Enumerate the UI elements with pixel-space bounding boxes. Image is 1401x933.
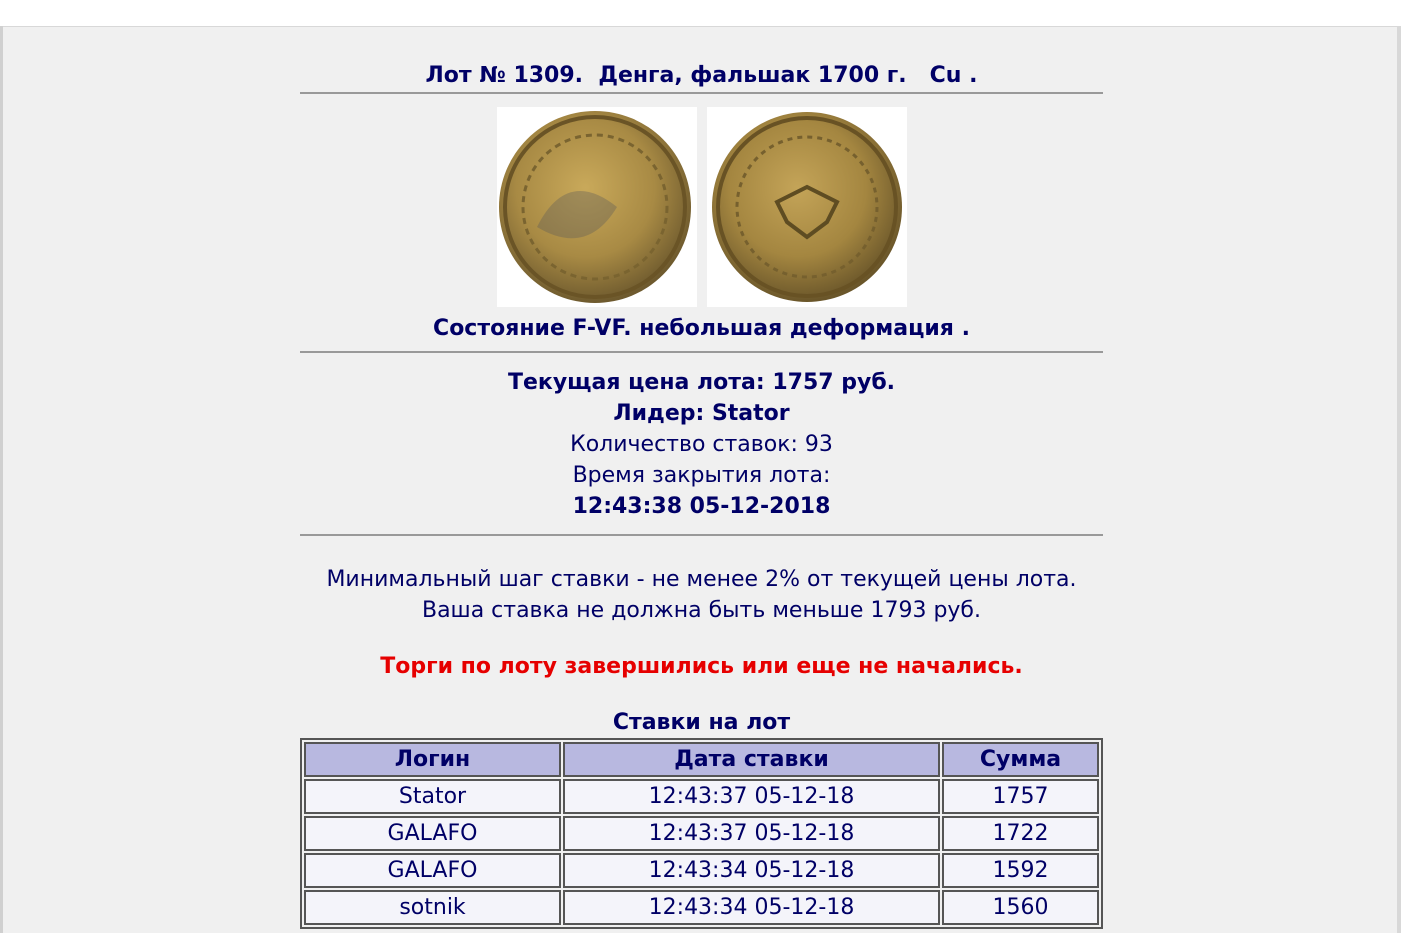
bid-amount: 1722 <box>942 816 1099 851</box>
top-nav-bar <box>0 0 1401 27</box>
bid-date: 12:43:34 05-12-18 <box>563 853 940 888</box>
bid-login: GALAFO <box>304 816 561 851</box>
bid-login: GALAFO <box>304 853 561 888</box>
min-bid-text: Ваша ставка не должна быть меньше 1793 руб. <box>421 598 981 623</box>
bid-login: sotnik <box>304 890 561 925</box>
bid-rules <box>300 536 1103 626</box>
bid-login: Stator <box>304 779 561 814</box>
bids-count: Количество ставок: 93 <box>570 432 833 457</box>
bids-table <box>300 738 1103 929</box>
current-price: Текущая цена лота: 1757 руб. <box>507 370 896 395</box>
table-header-row <box>304 742 1099 777</box>
close-time: 12:43:38 05-12-2018 <box>572 494 831 519</box>
auction-status: Торги по лоту завершились или еще не начались. <box>380 654 1023 679</box>
left-border <box>0 26 3 933</box>
price-block <box>300 353 1103 534</box>
lot-condition: Состояние F-VF. небольшая деформация . <box>433 316 970 341</box>
bid-amount: 1560 <box>942 890 1099 925</box>
coin-obverse-image[interactable] <box>497 107 697 307</box>
bid-amount: 1592 <box>942 853 1099 888</box>
table-row <box>304 890 1099 925</box>
table-row <box>304 853 1099 888</box>
coin-reverse-image[interactable] <box>707 107 907 307</box>
bid-amount: 1757 <box>942 779 1099 814</box>
lot-panel <box>300 26 1103 929</box>
leader: Лидер: Stator <box>613 401 790 426</box>
bids-title: Ставки на лот <box>612 710 791 735</box>
coin-images <box>300 107 1103 307</box>
min-step-text: Минимальный шаг ставки - не менее 2% от текущей цены лота. <box>326 567 1077 592</box>
divider <box>300 92 1103 94</box>
column-header-login: Логин <box>304 742 561 777</box>
scrollbar[interactable] <box>1397 26 1401 933</box>
close-time-label: Время закрытия лота: <box>572 463 831 488</box>
column-header-amount: Сумма <box>942 742 1099 777</box>
bid-date: 12:43:37 05-12-18 <box>563 816 940 851</box>
table-row <box>304 779 1099 814</box>
column-header-date: Дата ставки <box>563 742 940 777</box>
table-row <box>304 816 1099 851</box>
bid-date: 12:43:34 05-12-18 <box>563 890 940 925</box>
lot-title: Лот № 1309. Денга, фальшак 1700 г. Cu . <box>425 63 978 88</box>
bid-date: 12:43:37 05-12-18 <box>563 779 940 814</box>
